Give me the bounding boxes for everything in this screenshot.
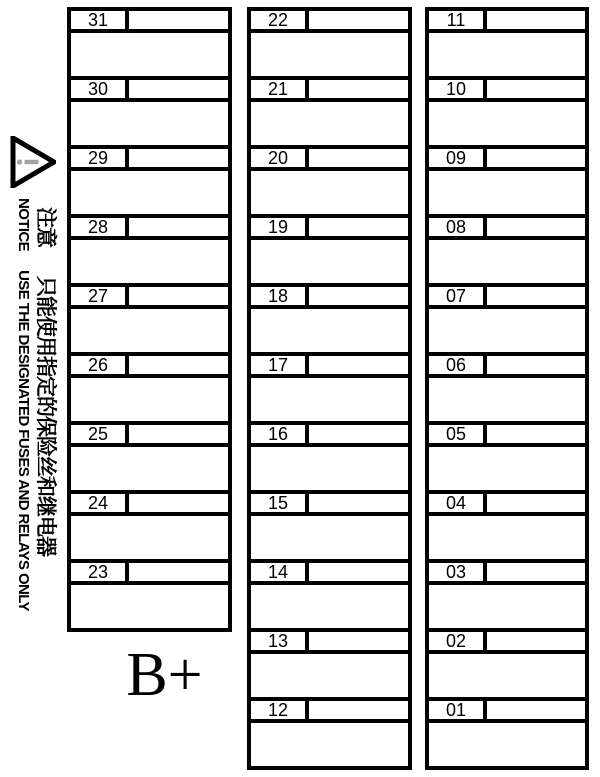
fuse-label-cell — [487, 356, 585, 374]
fuse-slot-header — [71, 563, 228, 585]
fuse-slot-header — [429, 218, 585, 240]
fuse-description-cell — [71, 171, 228, 218]
fuse-description-cell — [251, 240, 408, 287]
fuse-number-cell: 17 — [251, 356, 309, 374]
fuse-number-cell: 08 — [429, 218, 487, 236]
fuse-slot-05 — [429, 425, 585, 494]
fuse-number-cell: 13 — [251, 632, 309, 650]
fuse-slot-header — [251, 80, 408, 102]
fuse-description-cell — [429, 723, 585, 766]
fuse-description-cell — [71, 309, 228, 356]
fuse-description-cell — [71, 240, 228, 287]
fuse-description-cell — [429, 171, 585, 218]
fuse-label-cell — [487, 218, 585, 236]
fuse-slot-header — [251, 425, 408, 447]
fuse-slot-29 — [71, 149, 228, 218]
fuse-column-right — [425, 7, 589, 770]
fuse-slot-27 — [71, 287, 228, 356]
fuse-slot-12 — [251, 701, 408, 766]
fuse-label-cell — [309, 287, 408, 305]
fuse-label-cell — [129, 494, 228, 512]
fuse-slot-20 — [251, 149, 408, 218]
fuse-description-cell — [251, 33, 408, 80]
fuse-label-cell — [309, 563, 408, 581]
fuse-description-cell — [429, 585, 585, 632]
fuse-number-cell: 01 — [429, 701, 487, 719]
fuse-number-cell: 14 — [251, 563, 309, 581]
fuse-label-cell — [487, 11, 585, 29]
fuse-slot-23 — [71, 563, 228, 628]
fuse-slot-04 — [429, 494, 585, 563]
fuse-description-cell — [429, 240, 585, 287]
fuse-slot-02 — [429, 632, 585, 701]
fuse-slot-header — [71, 287, 228, 309]
fuse-label-cell — [129, 11, 228, 29]
fuse-label-cell — [487, 149, 585, 167]
fuse-slot-28 — [71, 218, 228, 287]
fuse-slot-header — [251, 494, 408, 516]
fuse-number-cell: 15 — [251, 494, 309, 512]
fuse-description-cell — [71, 585, 228, 628]
fuse-slot-30 — [71, 80, 228, 149]
fuse-number-cell: 11 — [429, 11, 487, 29]
fuse-slot-19 — [251, 218, 408, 287]
fuse-number-cell: 02 — [429, 632, 487, 650]
fuse-label-cell — [129, 563, 228, 581]
notice-english-body: USE THE DESIGNATED FUSES AND RELAYS ONLY — [15, 270, 32, 611]
fuse-description-cell — [429, 516, 585, 563]
fuse-number-cell: 18 — [251, 287, 309, 305]
fuse-label-cell — [129, 80, 228, 98]
fuse-slot-header — [429, 287, 585, 309]
fuse-slot-18 — [251, 287, 408, 356]
fuse-slot-header — [429, 356, 585, 378]
fuse-description-cell — [251, 723, 408, 766]
fuse-label-cell — [309, 425, 408, 443]
fuse-number-cell: 25 — [71, 425, 129, 443]
fuse-label-cell — [487, 80, 585, 98]
battery-positive-label: B+ — [126, 641, 203, 709]
fuse-label-cell — [309, 494, 408, 512]
fuse-slot-31 — [71, 11, 228, 80]
fuse-number-cell: 06 — [429, 356, 487, 374]
fuse-number-cell: 28 — [71, 218, 129, 236]
fuse-number-cell: 24 — [71, 494, 129, 512]
fuse-slot-header — [71, 425, 228, 447]
fuse-slot-header — [71, 494, 228, 516]
fuse-slot-header — [429, 494, 585, 516]
fuse-label-cell — [487, 494, 585, 512]
fuse-label-cell — [309, 701, 408, 719]
fuse-number-cell: 23 — [71, 563, 129, 581]
fuse-description-cell — [251, 309, 408, 356]
fuse-description-cell — [71, 378, 228, 425]
fuse-label-cell — [129, 425, 228, 443]
fuse-description-cell — [251, 654, 408, 701]
fuse-slot-header — [429, 11, 585, 33]
fuse-slot-24 — [71, 494, 228, 563]
fuse-number-cell: 29 — [71, 149, 129, 167]
fuse-label-cell — [487, 287, 585, 305]
fuse-label-cell — [487, 563, 585, 581]
notice-chinese-title: 注意 — [34, 207, 58, 247]
fuse-number-cell: 09 — [429, 149, 487, 167]
fuse-description-cell — [429, 447, 585, 494]
fuse-slot-header — [71, 218, 228, 240]
fuse-slot-header — [251, 149, 408, 171]
fuse-slot-16 — [251, 425, 408, 494]
fuse-number-cell: 04 — [429, 494, 487, 512]
fuse-description-cell — [251, 516, 408, 563]
fuse-slot-header — [251, 218, 408, 240]
fuse-description-cell — [429, 309, 585, 356]
fuse-description-cell — [251, 585, 408, 632]
fuse-label-cell — [309, 149, 408, 167]
fuse-slot-header — [251, 11, 408, 33]
fuse-label-cell — [487, 632, 585, 650]
fuse-slot-header — [251, 356, 408, 378]
fuse-label-cell — [309, 632, 408, 650]
notice-chinese-body: 只能使用指定的保险丝和继电器 — [34, 276, 58, 556]
fuse-label-cell — [129, 218, 228, 236]
fuse-description-cell — [251, 447, 408, 494]
fuse-slot-25 — [71, 425, 228, 494]
fuse-label-cell — [487, 425, 585, 443]
fuse-slot-22 — [251, 11, 408, 80]
fuse-description-cell — [251, 102, 408, 149]
fuse-slot-header — [429, 632, 585, 654]
fuse-slot-21 — [251, 80, 408, 149]
notice-english-title: NOTICE — [15, 198, 32, 252]
fuse-number-cell: 12 — [251, 701, 309, 719]
fuse-label-cell — [309, 218, 408, 236]
fuse-slot-03 — [429, 563, 585, 632]
fuse-slot-header — [429, 425, 585, 447]
fuse-label-cell — [487, 701, 585, 719]
fuse-slot-header — [251, 287, 408, 309]
fuse-slot-header — [71, 356, 228, 378]
fuse-column-middle — [247, 7, 412, 770]
fuse-slot-15 — [251, 494, 408, 563]
fuse-slot-header — [71, 149, 228, 171]
fuse-description-cell — [429, 378, 585, 425]
fuse-slot-header — [429, 563, 585, 585]
fuse-slot-header — [429, 701, 585, 723]
fuse-number-cell: 03 — [429, 563, 487, 581]
fuse-number-cell: 30 — [71, 80, 129, 98]
fuse-number-cell: 26 — [71, 356, 129, 374]
fuse-slot-13 — [251, 632, 408, 701]
fuse-number-cell: 05 — [429, 425, 487, 443]
fuse-slot-09 — [429, 149, 585, 218]
fuse-number-cell: 10 — [429, 80, 487, 98]
fuse-label-cell — [129, 356, 228, 374]
notice-chinese-line — [33, 198, 61, 570]
fuse-description-cell — [251, 171, 408, 218]
fuse-slot-07 — [429, 287, 585, 356]
fuse-slot-06 — [429, 356, 585, 425]
fuse-slot-10 — [429, 80, 585, 149]
fuse-slot-header — [429, 149, 585, 171]
fuse-label-cell — [309, 11, 408, 29]
fuse-slot-14 — [251, 563, 408, 632]
fuse-description-cell — [429, 654, 585, 701]
fuse-number-cell: 16 — [251, 425, 309, 443]
fuse-slot-header — [71, 11, 228, 33]
fuse-description-cell — [71, 33, 228, 80]
fuse-number-cell: 22 — [251, 11, 309, 29]
notice-text-block — [13, 198, 61, 611]
fuse-slot-11 — [429, 11, 585, 80]
fuse-number-cell: 20 — [251, 149, 309, 167]
fuse-slot-header — [251, 701, 408, 723]
fuse-slot-01 — [429, 701, 585, 766]
fuse-column-left — [67, 7, 232, 632]
fuse-number-cell: 31 — [71, 11, 129, 29]
fuse-slot-header — [71, 80, 228, 102]
warning-triangle-icon — [10, 136, 56, 188]
fuse-description-cell — [251, 378, 408, 425]
fuse-label-cell — [309, 80, 408, 98]
fuse-description-cell — [429, 33, 585, 80]
fuse-description-cell — [71, 516, 228, 563]
notice-english-line — [14, 198, 33, 611]
fuse-number-cell: 19 — [251, 218, 309, 236]
fuse-slot-17 — [251, 356, 408, 425]
fuse-number-cell: 27 — [71, 287, 129, 305]
fuse-slot-26 — [71, 356, 228, 425]
fuse-slot-08 — [429, 218, 585, 287]
fuse-label-cell — [129, 287, 228, 305]
fuse-description-cell — [429, 102, 585, 149]
fuse-label-cell — [309, 356, 408, 374]
fuse-description-cell — [71, 102, 228, 149]
fuse-description-cell — [71, 447, 228, 494]
fuse-slot-header — [429, 80, 585, 102]
fuse-slot-header — [251, 563, 408, 585]
fuse-number-cell: 07 — [429, 287, 487, 305]
fuse-slot-header — [251, 632, 408, 654]
fuse-number-cell: 21 — [251, 80, 309, 98]
fuse-label-cell — [129, 149, 228, 167]
